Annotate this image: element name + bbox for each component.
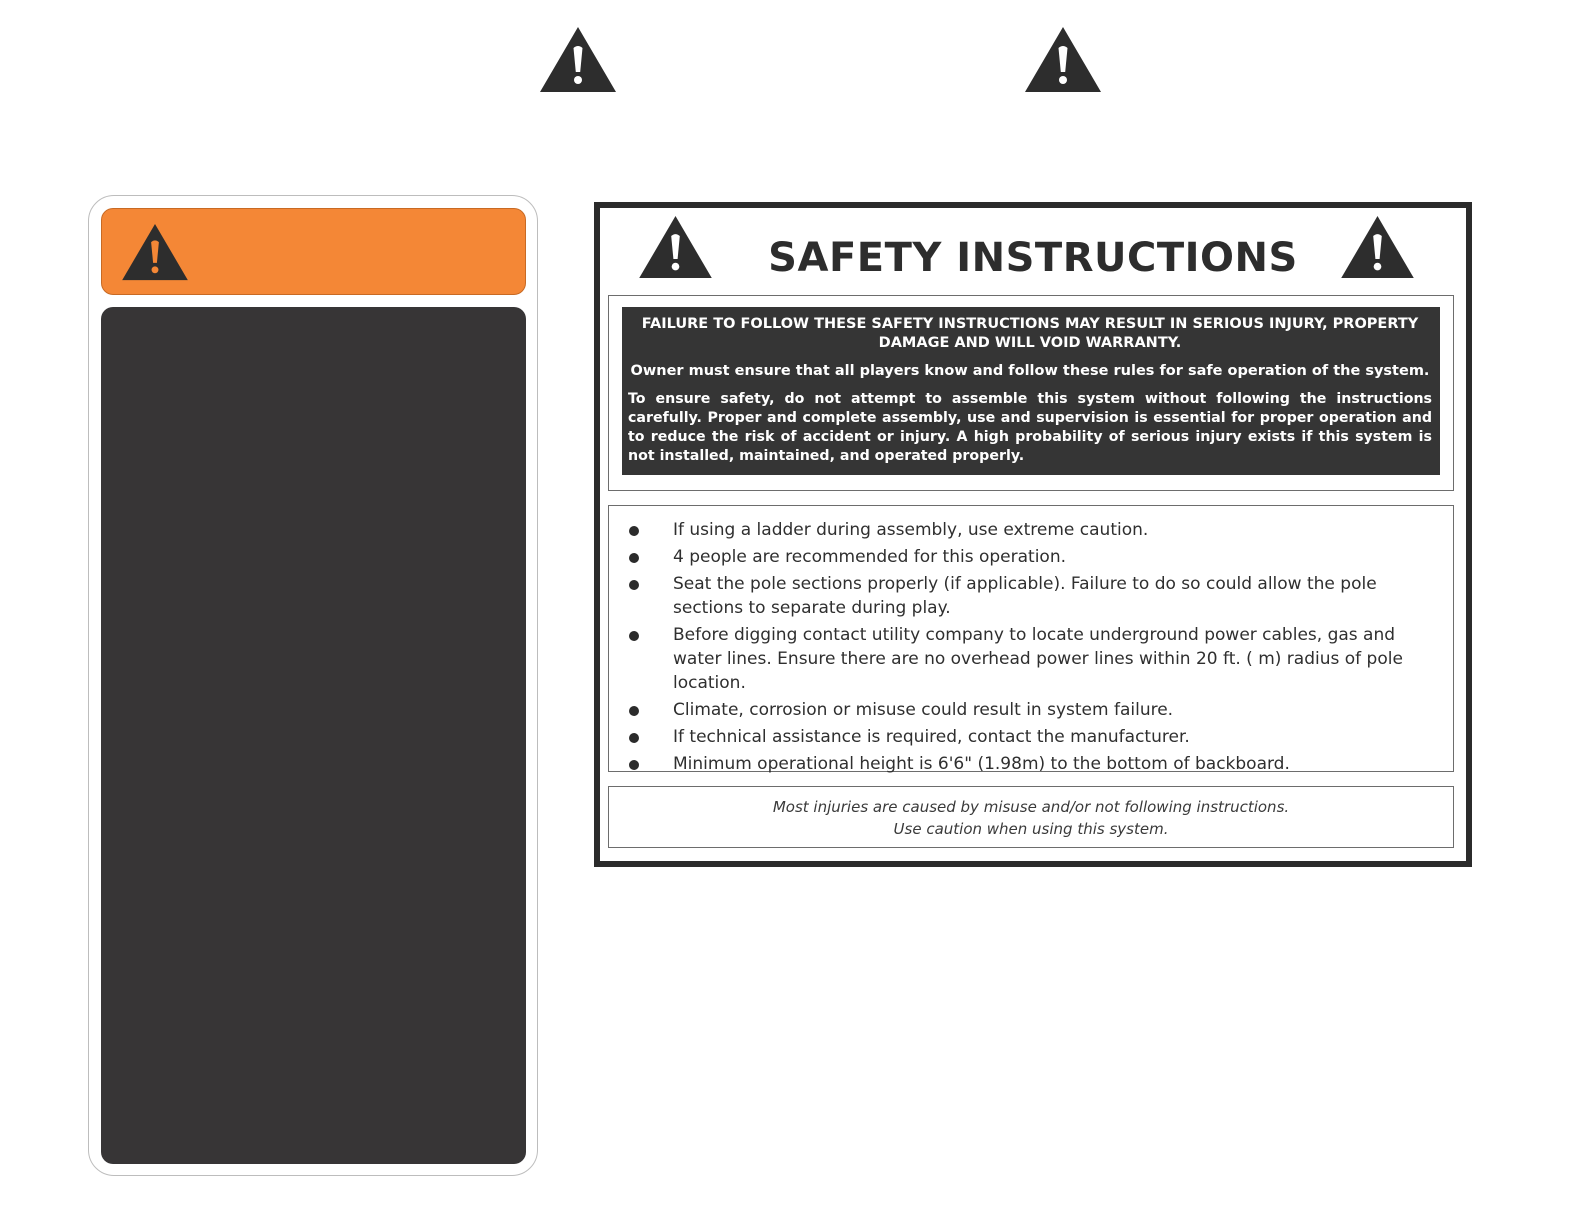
rules-box xyxy=(608,505,1454,772)
warning-text-block xyxy=(622,307,1440,475)
warning-label xyxy=(88,195,538,1176)
rule-text: If technical assistance is required, contact the manufacturer. xyxy=(673,727,1190,747)
caution-note-box xyxy=(608,786,1454,848)
rule-text: Climate, corrosion or misuse could result in system failure. xyxy=(673,700,1174,720)
bullet-icon xyxy=(629,760,639,770)
caution-note-line: Most injuries are caused by misuse and/or not following instructions. xyxy=(772,798,1290,816)
warning-triangle-icon xyxy=(540,27,616,93)
bullet-icon xyxy=(629,526,639,536)
page-title: SAFETY INSTRUCTIONS xyxy=(768,235,1298,281)
warning-triangle-icon xyxy=(1025,27,1101,93)
warning-label-body xyxy=(101,307,526,1164)
list-item xyxy=(627,725,1437,749)
list-item xyxy=(627,698,1437,722)
warning-triangle-icon xyxy=(122,224,188,281)
bullet-icon xyxy=(629,706,639,716)
list-item xyxy=(627,518,1437,542)
warning-heading: FAILURE TO FOLLOW THESE SAFETY INSTRUCTIONS MAY RESULT IN SERIOUS INJURY, PROPERTY DAMAGE AND WILL VOID WARRANTY. xyxy=(641,316,1419,351)
rule-text: Seat the pole sections properly (if applicable). Failure to do so could allow the pole sections to separate during play. xyxy=(673,574,1377,618)
bullet-icon xyxy=(629,580,639,590)
list-item xyxy=(627,752,1437,776)
bullet-icon xyxy=(629,733,639,743)
rule-text: 4 people are recommended for this operation. xyxy=(673,547,1066,567)
caution-note-line: Use caution when using this system. xyxy=(893,820,1169,838)
list-item xyxy=(627,623,1437,695)
assembly-warning: To ensure safety, do not attempt to assemble this system without following the instructions carefully. Proper and complete assembly, use and supervision is essential for proper operation and to reduce the risk of accident or injury. A high probability of serious injury exists if this system is not installed, maintained, and operated properly. xyxy=(628,391,1432,464)
owner-responsibility: Owner must ensure that all players know and follow these rules for safe operation of the system. xyxy=(630,363,1430,379)
list-item xyxy=(627,545,1437,569)
rule-text: Minimum operational height is 6'6" (1.98m) to the bottom of backboard. xyxy=(673,754,1290,774)
rules-list xyxy=(627,518,1437,779)
warning-box xyxy=(608,295,1454,491)
rule-text: If using a ladder during assembly, use extreme caution. xyxy=(673,520,1149,540)
caution-note xyxy=(609,796,1453,840)
warning-label-header xyxy=(101,208,526,295)
list-item xyxy=(627,572,1437,620)
warning-triangle-icon xyxy=(1341,216,1414,279)
bullet-icon xyxy=(629,631,639,641)
bullet-icon xyxy=(629,553,639,563)
safety-instructions-panel xyxy=(594,202,1472,867)
rule-text: Before digging contact utility company to locate underground power cables, gas and water lines. Ensure there are no overhead power lines within 20 ft. ( m) radius of pole location. xyxy=(673,625,1403,693)
